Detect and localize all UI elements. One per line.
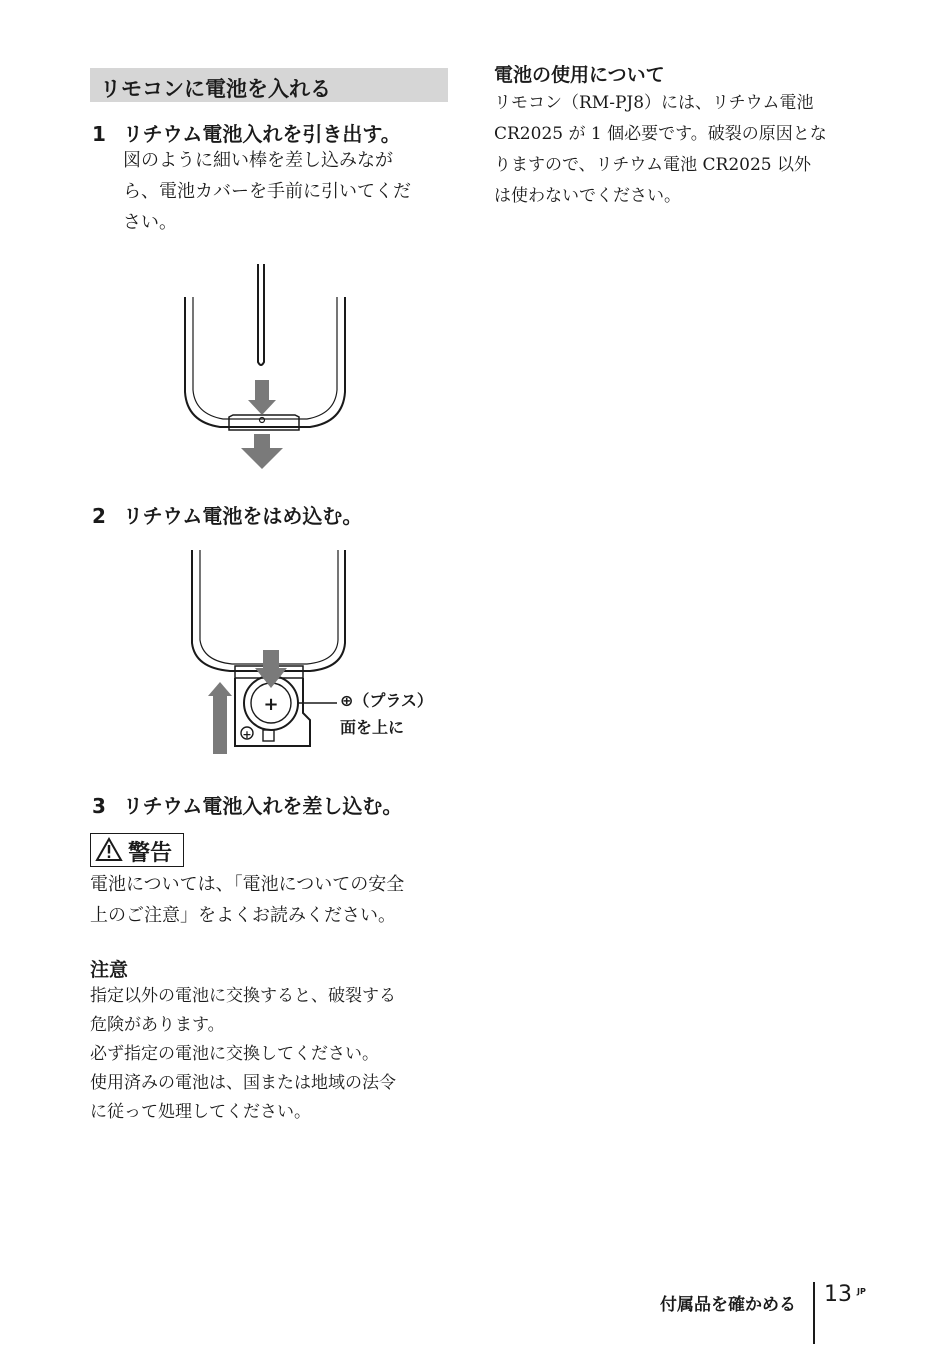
language-code: JP: [857, 1287, 866, 1296]
caution-body-line: 使用済みの電池は、国または地域の法令: [90, 1073, 396, 1093]
step-1-body-line: さい。: [123, 212, 177, 233]
svg-text:+: +: [263, 694, 279, 715]
caution-body-line: 指定以外の電池に交換すると、破裂する: [90, 986, 396, 1006]
section-title: リモコンに電池を入れる: [100, 77, 331, 101]
caution-title: 注意: [90, 959, 129, 981]
callout-line: ⊕（プラス）: [340, 691, 433, 710]
caution-body-line: 必ず指定の電池に交換してください。: [90, 1044, 379, 1064]
step-3-heading: [92, 790, 402, 819]
warning-body-line: 電池については、「電池についての安全: [90, 874, 405, 895]
callout-line: 面を上に: [340, 718, 405, 737]
footer-section-label: 付属品を確かめる: [660, 1295, 796, 1315]
warning-label-box: [90, 833, 184, 867]
step-1-body-line: ら、電池カバーを手前に引いてくだ: [123, 181, 411, 202]
step-1-body: [123, 145, 411, 238]
step-1-body-line: 図のように細い棒を差し込みなが: [123, 150, 393, 171]
battery-usage-line: CR2025 が 1 個必要です。破裂の原因とな: [494, 124, 827, 144]
warning-triangle-icon: [95, 837, 123, 862]
step-1-number: 1: [92, 122, 106, 146]
battery-orientation-callout: [340, 688, 433, 738]
battery-usage-title: 電池の使用について: [494, 64, 665, 86]
caution-body-line: に従って処理してください。: [90, 1102, 311, 1122]
footer-divider: [813, 1282, 815, 1344]
battery-usage-line: りますので、リチウム電池 CR2025 以外: [494, 155, 812, 175]
step-2-title: リチウム電池をはめ込む。: [123, 504, 363, 528]
caution-body-line: 危険があります。: [90, 1015, 225, 1035]
step-3-title: リチウム電池入れを差し込む。: [123, 794, 403, 818]
battery-usage-line: は使わないでください。: [494, 186, 681, 206]
warning-body: [90, 869, 404, 931]
battery-usage-line: リモコン（RM-PJ8）には、リチウム電池: [494, 93, 814, 113]
step-3-number: 3: [92, 794, 106, 818]
step-1-heading: [92, 118, 401, 147]
battery-usage-body: [494, 88, 827, 212]
step-2-heading: [92, 500, 362, 529]
step-1-title: リチウム電池入れを引き出す。: [123, 122, 401, 146]
svg-text:+: +: [242, 728, 252, 741]
caution-body: [90, 982, 396, 1127]
illustration-insert-battery: [185, 548, 355, 758]
section-heading-band: [90, 68, 448, 102]
warning-body-line: 上のご注意」をよくお読みください。: [90, 905, 396, 926]
page-number: 13: [824, 1282, 852, 1307]
step-2-number: 2: [92, 504, 106, 528]
warning-label: 警告: [128, 841, 173, 866]
illustration-remove-battery-holder: [175, 262, 355, 477]
